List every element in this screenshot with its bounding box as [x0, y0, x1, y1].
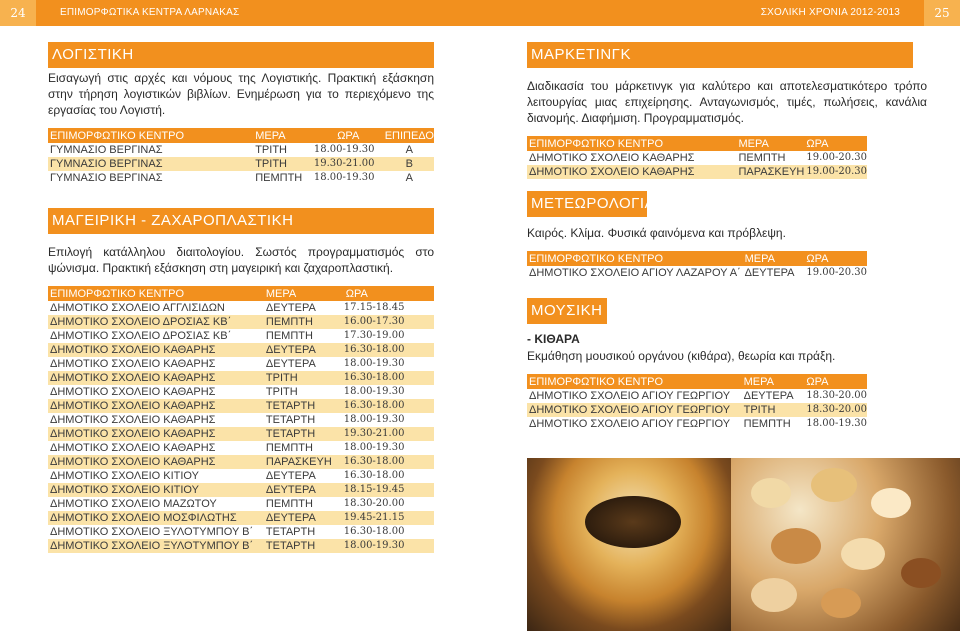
table-row	[527, 151, 867, 165]
day-cell: ΔΕΥΤΕΡΑ	[264, 343, 332, 357]
section-description: Επιλογή κατάλληλου διαιτολογίου. Σωστός προγραμματισμός στο ψώνισμα. Πρακτική εξάσκηση στη μαγειρική και ζαχαροπλαστική.	[48, 245, 434, 275]
center-name-cell: ΔΗΜΟΤΙΚΟ ΣΧΟΛΕΙΟ ΚΙΤΙΟΥ	[48, 483, 264, 497]
day-cell: ΤΡΙΤΗ	[265, 386, 298, 398]
table-row	[48, 143, 434, 157]
table-header-row	[48, 128, 434, 143]
schedule-table	[527, 374, 867, 431]
cookie-shape	[771, 528, 821, 564]
day-cell: ΠΕΜΠΤΗ	[738, 152, 786, 164]
table-row	[48, 483, 434, 497]
time-cell: 16.00-17.30	[332, 315, 434, 329]
time-cell: 18.30-20.00	[343, 498, 405, 509]
section-description: Καιρός. Κλίμα. Φυσικά φαινόμενα και πρόβλεψη.	[527, 226, 786, 240]
center-name-cell: ΔΗΜΟΤΙΚΟ ΣΧΟΛΕΙΟ ΚΑΘΑΡΗΣ	[48, 343, 264, 357]
column-header: ΕΠΙΜΟΡΦΩΤΙΚΟ ΚΕΝΤΡΟ	[527, 251, 743, 266]
table-row	[48, 301, 434, 315]
center-name-cell: ΔΗΜΟΤΙΚΟ ΣΧΟΛΕΙΟ ΔΡΟΣΙΑΣ ΚΒ΄	[48, 315, 264, 329]
column-header: ΩΡΑ	[804, 136, 867, 151]
table-row	[527, 389, 867, 403]
center-name-cell: ΓΥΜΝΑΣΙΟ ΒΕΡΓΙΝΑΣ	[50, 172, 163, 184]
center-name-cell: ΔΗΜΟΤΙΚΟ ΣΧΟΛΕΙΟ ΞΥΛΟΤΥΜΠΟΥ Β΄	[50, 526, 254, 538]
day-cell: ΤΕΤΑΡΤΗ	[265, 526, 316, 538]
time-cell: 18.00-19.30	[343, 442, 405, 453]
day-cell: ΠΕΜΠΤΗ	[264, 315, 332, 329]
table-row	[48, 441, 434, 455]
center-name-cell: ΔΗΜΟΤΙΚΟ ΣΧΟΛΕΙΟ ΚΑΘΑΡΗΣ	[48, 455, 264, 469]
time-cell: 16.30-18.00	[332, 399, 434, 413]
time-cell: 19.00-20.30	[806, 267, 867, 278]
time-cell: 19.30-21.00	[312, 157, 383, 171]
table-row	[527, 417, 867, 431]
table-header-row	[48, 286, 434, 301]
day-cell: ΤΕΤΑΡΤΗ	[264, 427, 332, 441]
table-row	[48, 371, 434, 385]
section-title: ΛΟΓΙΣΤΙΚΗ	[48, 42, 434, 68]
section-title: ΜΟΥΣΙΚΗ	[527, 298, 607, 324]
level-cell: Α	[405, 172, 413, 184]
level-cell: Β	[383, 157, 434, 171]
column-header: ΕΠΙΜΟΡΦΩΤΙΚΟ ΚΕΝΤΡΟ	[527, 136, 736, 151]
table-row	[48, 525, 434, 539]
time-cell: 16.30-18.00	[332, 371, 434, 385]
column-header: ΜΕΡΑ	[253, 128, 312, 143]
column-header: ΜΕΡΑ	[736, 136, 804, 151]
day-cell: ΔΕΥΤΕΡΑ	[264, 511, 332, 525]
time-cell: 19.45-21.15	[332, 511, 434, 525]
day-cell: ΤΡΙΤΗ	[255, 144, 287, 156]
savory-tart-photo	[527, 458, 737, 631]
center-name-cell: ΔΗΜΟΤΙΚΟ ΣΧΟΛΕΙΟ ΚΙΤΙΟΥ	[50, 470, 199, 482]
time-cell: 17.15-18.45	[343, 302, 405, 313]
level-cell: Α	[405, 144, 413, 156]
right-column	[527, 40, 927, 431]
center-name-cell: ΔΗΜΟΤΙΚΟ ΣΧΟΛΕΙΟ ΜΟΣΦΙΛΩΤΗΣ	[48, 511, 264, 525]
cookie-shape	[811, 468, 857, 502]
day-cell: ΔΕΥΤΕΡΑ	[744, 267, 795, 279]
column-header: ΜΕΡΑ	[264, 286, 332, 301]
table-row	[48, 357, 434, 371]
table-row	[527, 266, 867, 280]
cookie-shape	[901, 558, 941, 588]
table-header-row	[527, 374, 867, 389]
day-cell: ΤΡΙΤΗ	[264, 371, 332, 385]
page-number-left: 24	[0, 0, 36, 26]
page-number-right: 25	[924, 0, 960, 26]
center-name-cell: ΓΥΜΝΑΣΙΟ ΒΕΡΓΙΝΑΣ	[50, 144, 163, 156]
day-cell: ΠΑΡΑΣΚΕΥΗ	[265, 456, 332, 468]
header-title-right: ΣΧΟΛΙΚΗ ΧΡΟΝΙΑ 2012-2013	[760, 7, 900, 18]
center-name-cell: ΔΗΜΟΤΙΚΟ ΣΧΟΛΕΙΟ ΜΑΖΩΤΟΥ	[50, 498, 217, 510]
column-header: ΜΕΡΑ	[742, 374, 805, 389]
day-cell: ΤΕΤΑΡΤΗ	[265, 414, 316, 426]
day-cell: ΠΑΡΑΣΚΕΥΗ	[738, 166, 805, 178]
day-cell: ΠΕΜΠΤΗ	[265, 498, 313, 510]
center-name-cell: ΔΗΜΟΤΙΚΟ ΣΧΟΛΕΙΟ ΚΑΘΑΡΗΣ	[48, 399, 264, 413]
center-name-cell: ΔΗΜΟΤΙΚΟ ΣΧΟΛΕΙΟ ΑΓΙΟΥ ΛΑΖΑΡΟΥ Α΄	[529, 267, 741, 279]
table-header-row	[527, 136, 867, 151]
center-name-cell: ΔΗΜΟΤΙΚΟ ΣΧΟΛΕΙΟ ΚΑΘΑΡΗΣ	[527, 165, 736, 179]
column-header: ΩΡΑ	[332, 286, 434, 301]
table-row	[48, 329, 434, 343]
section-subtitle: - ΚΙΘΑΡΑ	[527, 332, 580, 346]
column-header: ΕΠΙΠΕΔΟ	[383, 128, 434, 143]
center-name-cell: ΔΗΜΟΤΙΚΟ ΣΧΟΛΕΙΟ ΑΓΓΛΙΣΙΔΩΝ	[50, 302, 225, 314]
center-name-cell: ΔΗΜΟΤΙΚΟ ΣΧΟΛΕΙΟ ΚΑΘΑΡΗΣ	[50, 386, 216, 398]
column-header: ΩΡΑ	[804, 374, 867, 389]
table-row	[48, 171, 434, 185]
table-row	[48, 399, 434, 413]
cookie-shape	[751, 578, 797, 612]
table-row	[48, 511, 434, 525]
center-name-cell: ΔΗΜΟΤΙΚΟ ΣΧΟΛΕΙΟ ΚΑΘΑΡΗΣ	[48, 371, 264, 385]
schedule-table	[527, 136, 867, 179]
schedule-table	[48, 128, 434, 185]
day-cell: ΤΡΙΤΗ	[742, 403, 805, 417]
center-name-cell: ΔΗΜΟΤΙΚΟ ΣΧΟΛΕΙΟ ΚΑΘΑΡΗΣ	[50, 414, 216, 426]
schedule-table	[527, 251, 867, 280]
center-name-cell: ΔΗΜΟΤΙΚΟ ΣΧΟΛΕΙΟ ΚΑΘΑΡΗΣ	[529, 152, 695, 164]
time-cell: 18.00-19.30	[343, 386, 405, 397]
page-header	[0, 0, 960, 26]
time-cell: 16.30-18.00	[343, 526, 405, 537]
cookie-shape	[821, 588, 861, 618]
day-cell: ΠΕΜΠΤΗ	[265, 442, 313, 454]
table-row	[48, 413, 434, 427]
day-cell: ΔΕΥΤΕΡΑ	[743, 390, 794, 402]
mousiki-section	[527, 298, 927, 431]
section-title: ΜΑΡΚΕΤΙΝΓΚ	[527, 42, 913, 68]
meteorologia-section	[527, 191, 927, 280]
center-name-cell: ΔΗΜΟΤΙΚΟ ΣΧΟΛΕΙΟ ΑΓΙΟΥ ΓΕΩΡΓΙΟΥ	[527, 403, 742, 417]
day-cell: ΠΕΜΠΤΗ	[255, 172, 303, 184]
time-cell: 16.30-18.00	[332, 343, 434, 357]
table-row	[48, 497, 434, 511]
table-row	[48, 469, 434, 483]
section-title: ΜΕΤΕΩΡΟΛΟΓΙΑ	[527, 191, 647, 217]
center-name-cell: ΔΗΜΟΤΙΚΟ ΣΧΟΛΕΙΟ ΔΡΟΣΙΑΣ ΚΒ΄	[50, 330, 232, 342]
time-cell: 18.30-20.00	[806, 404, 867, 415]
table-row	[48, 427, 434, 441]
center-name-cell: ΔΗΜΟΤΙΚΟ ΣΧΟΛΕΙΟ ΑΓΙΟΥ ΓΕΩΡΓΙΟΥ	[529, 418, 731, 430]
center-name-cell: ΔΗΜΟΤΙΚΟ ΣΧΟΛΕΙΟ ΚΑΘΑΡΗΣ	[48, 427, 264, 441]
table-row	[48, 315, 434, 329]
section-title: ΜΑΓΕΙΡΙΚΗ - ΖΑΧΑΡΟΠΛΑΣΤΙΚΗ	[48, 208, 434, 234]
day-cell: ΤΡΙΤΗ	[253, 157, 312, 171]
time-cell: 17.30-19.00	[343, 330, 405, 341]
logistiki-section	[48, 42, 434, 185]
mageiriki-section	[48, 208, 434, 553]
time-cell: 19.00-20.30	[806, 152, 867, 163]
column-header: ΕΠΙΜΟΡΦΩΤΙΚΟ ΚΕΝΤΡΟ	[527, 374, 742, 389]
day-cell: ΔΕΥΤΕΡΑ	[264, 483, 332, 497]
cookie-shape	[871, 488, 911, 518]
day-cell: ΠΕΜΠΤΗ	[743, 418, 791, 430]
cookie-shape	[841, 538, 885, 570]
time-cell: 18.00-19.30	[332, 539, 434, 553]
table-row	[48, 385, 434, 399]
column-header: ΩΡΑ	[804, 251, 867, 266]
time-cell: 18.00-19.30	[313, 144, 375, 155]
tart-center	[585, 496, 681, 548]
column-header: ΕΠΙΜΟΡΦΩΤΙΚΟ ΚΕΝΤΡΟ	[48, 286, 264, 301]
center-name-cell: ΔΗΜΟΤΙΚΟ ΣΧΟΛΕΙΟ ΑΓΙΟΥ ΓΕΩΡΓΙΟΥ	[529, 390, 731, 402]
center-name-cell: ΔΗΜΟΤΙΚΟ ΣΧΟΛΕΙΟ ΞΥΛΟΤΥΜΠΟΥ Β΄	[48, 539, 264, 553]
section-description: Εισαγωγή στις αρχές και νόμους της Λογιστικής. Πρακτική εξάσκηση στην τήρηση λογιστικών βιβλίων. Ενημέρωση για το περιεχόμενο της εργασίας του Λογιστή.	[48, 71, 434, 117]
time-cell: 18.15-19.45	[332, 483, 434, 497]
time-cell: 18.00-19.30	[806, 418, 867, 429]
pastries-photo	[731, 458, 960, 631]
column-header: ΕΠΙΜΟΡΦΩΤΙΚΟ ΚΕΝΤΡΟ	[48, 128, 253, 143]
time-cell: 18.00-19.30	[343, 414, 405, 425]
center-name-cell: ΓΥΜΝΑΣΙΟ ΒΕΡΓΙΝΑΣ	[48, 157, 253, 171]
time-cell: 18.00-19.30	[343, 358, 405, 369]
time-cell: 18.30-20.00	[806, 390, 867, 401]
time-cell: 18.00-19.30	[313, 172, 375, 183]
column-header: ΜΕΡΑ	[743, 251, 805, 266]
table-row	[48, 157, 434, 171]
day-cell: ΔΕΥΤΕΡΑ	[265, 470, 316, 482]
day-cell: ΤΕΤΑΡΤΗ	[264, 399, 332, 413]
time-cell: 19.00-20.30	[806, 166, 867, 177]
center-name-cell: ΔΗΜΟΤΙΚΟ ΣΧΟΛΕΙΟ ΚΑΘΑΡΗΣ	[50, 358, 216, 370]
table-row	[48, 539, 434, 553]
table-row	[527, 165, 867, 179]
day-cell: ΔΕΥΤΕΡΑ	[265, 302, 316, 314]
header-title-left: ΕΠΙΜΟΡΦΩΤΙΚΑ ΚΕΝΤΡΑ ΛΑΡΝΑΚΑΣ	[60, 7, 240, 18]
marketing-section	[527, 42, 927, 179]
food-photos	[527, 458, 960, 631]
section-description: Διαδικασία του μάρκετινγκ για καλύτερο και αποτελεσματικότερο τρόπο λειτουργίας μιας επιχείρησης. Ανταγωνισμός, τιμές, πωλήσεις, κανάλια διανομής. Διαφήμιση. Προγραμματισμός.	[527, 79, 927, 125]
time-cell: 16.30-18.00	[332, 455, 434, 469]
table-header-row	[527, 251, 867, 266]
table-row	[48, 455, 434, 469]
day-cell: ΔΕΥΤΕΡΑ	[265, 358, 316, 370]
time-cell: 16.30-18.00	[343, 470, 405, 481]
schedule-table	[48, 286, 434, 553]
left-column	[48, 40, 434, 553]
day-cell: ΤΕΤΑΡΤΗ	[264, 539, 332, 553]
center-name-cell: ΔΗΜΟΤΙΚΟ ΣΧΟΛΕΙΟ ΚΑΘΑΡΗΣ	[50, 442, 216, 454]
column-header: ΩΡΑ	[312, 128, 383, 143]
cookie-shape	[751, 478, 791, 508]
time-cell: 19.30-21.00	[332, 427, 434, 441]
table-row	[527, 403, 867, 417]
day-cell: ΠΕΜΠΤΗ	[265, 330, 313, 342]
section-description: Εκμάθηση μουσικού οργάνου (κιθάρα), θεωρία και πράξη.	[527, 349, 836, 363]
table-row	[48, 343, 434, 357]
